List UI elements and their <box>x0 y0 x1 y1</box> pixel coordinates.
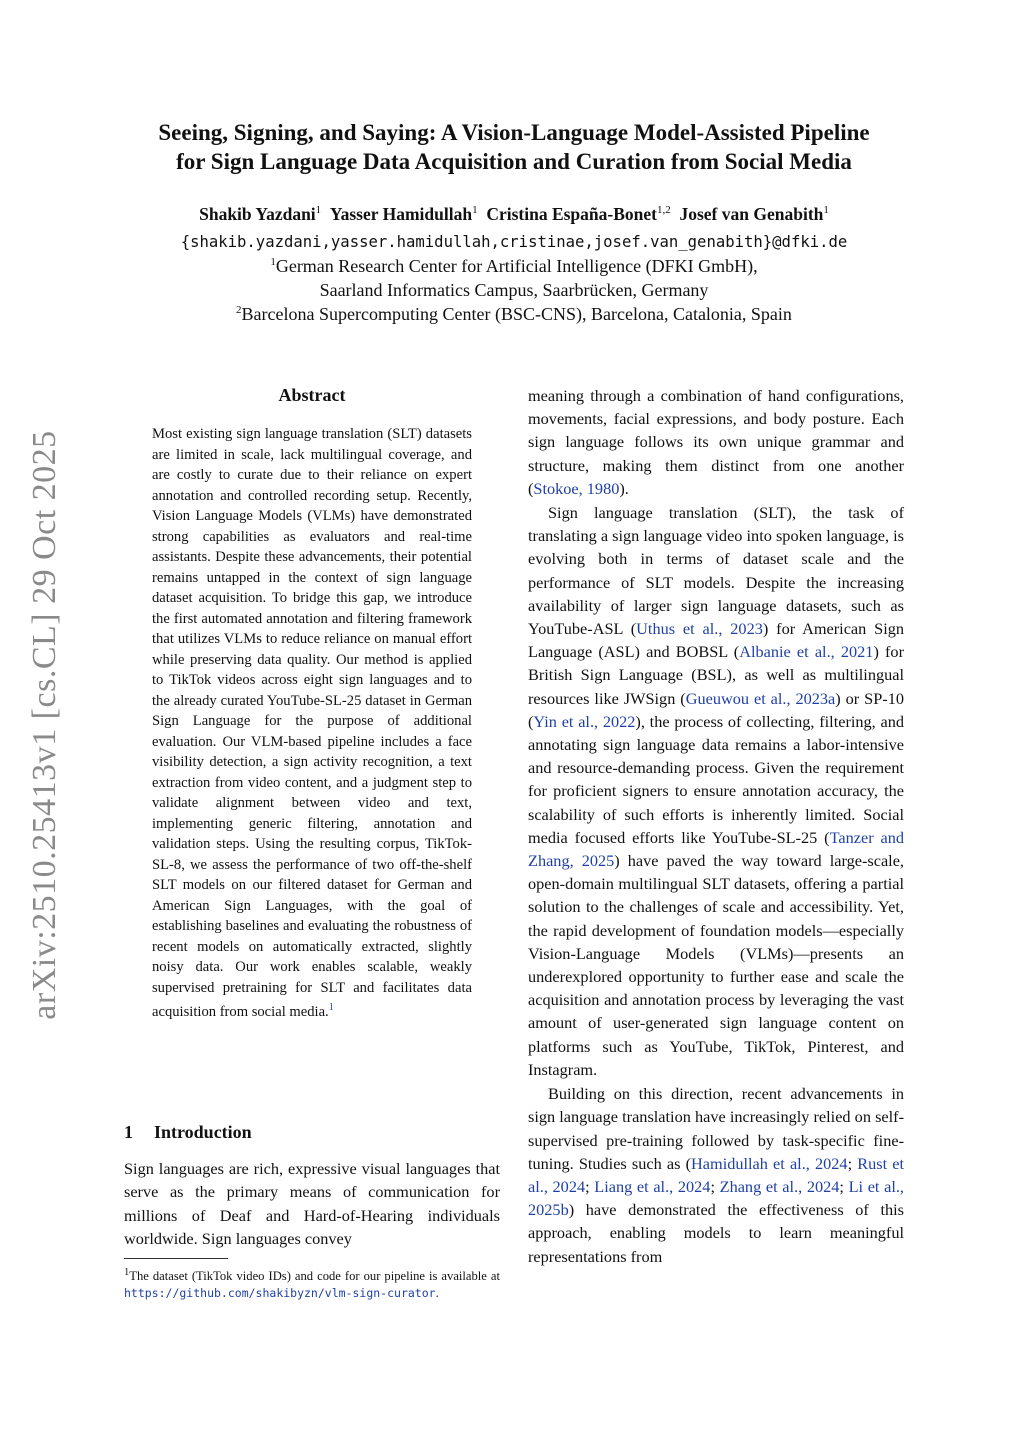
text: ; <box>710 1176 720 1196</box>
citation-link[interactable]: Hamidullah et al., 2024 <box>691 1153 848 1173</box>
citation-link[interactable]: Li et al., 2025b <box>528 1176 904 1220</box>
citation-link[interactable]: Uthus et al., 2023 <box>636 619 763 639</box>
section-title: Introduction <box>154 1122 252 1142</box>
citation-link[interactable]: Stokoe, 1980 <box>533 478 620 498</box>
footnote-text: The dataset (TikTok video IDs) and code for our pipeline is available at <box>129 1269 500 1284</box>
affiliation-1-line-1 <box>100 256 928 277</box>
footnote <box>124 1264 500 1302</box>
text: Building on this direction, recent advancements in sign language translation have increasingly relied on self-supervised pre-training followed by task-specific fine-tuning. Studies such as ( <box>528 1084 904 1173</box>
author-affil-mark: 1,2 <box>656 204 671 217</box>
arxiv-sidebar <box>20 425 70 1025</box>
section-heading <box>124 1122 252 1143</box>
text: ) or SP-10 ( <box>528 688 904 731</box>
affiliation-2 <box>100 304 928 325</box>
author-name: Yasser Hamidullah <box>329 204 473 224</box>
arxiv-identifier: arXiv:2510.25413v1 [cs.CL] 29 Oct 2025 <box>26 430 63 1020</box>
footnote-end: . <box>435 1286 439 1301</box>
citation-link[interactable]: Yin et al., 2022 <box>533 711 636 731</box>
citation-link[interactable]: Liang et al., 2024 <box>594 1176 711 1196</box>
affil-text: German Research Center for Artificial Intelligence (DFKI GmbH), <box>275 256 758 276</box>
abstract-heading: Abstract <box>278 385 346 405</box>
section-number: 1 <box>124 1122 133 1142</box>
text: ) for British Sign Language (BSL), as well as multilingual resources like JWSign ( <box>528 642 904 708</box>
author-list <box>100 204 928 225</box>
abstract-text: Most existing sign language translation (SLT) datasets are limited in scale, lack multilingual coverage, and are costly to curate due to their reliance on expert annotation and controlled recording setup. Recently, Vision Language Models (VLMs) have demonstrated strong capabilities as evaluators and real-time assistants. Despite these advancements, their potential remains untapped in the context of sign language dataset acquisition. To bridge this gap, we introduce the first automated annotation and filtering framework that utilizes VLMs to reduce reliance on manual effort while preserving data quality. Our method is applied to TikTok videos across eight sign languages and to the already curated YouTube-SL-25 dataset in German Sign Language for the purpose of additional evaluation. Our VLM-based pipeline includes a face visibility detection, a sign activity recognition, a text extraction from video content, and a judgment step to validate alignment between video and text, implementing generic filtering, annotation and validation steps. Using the resulting corpus, TikTok-SL-8, we assess the performance of two off-the-shelf SLT models on our filtered dataset for German and American Sign Languages, with the goal of establishing baselines and evaluating the robustness of recent models on automatically extracted, slightly noisy data. Our work enables scalable, weakly supervised pretraining for SLT and facilitates data acquisition from social media. <box>152 426 472 1020</box>
footnote-rule <box>124 1258 228 1259</box>
text: ) for American Sign Language (ASL) and BOBSL ( <box>528 619 905 662</box>
text: ) have demonstrated the effectiveness of this approach, enabling models to learn meaningful representations from <box>528 1200 904 1266</box>
affil-text: Barcelona Supercomputing Center (BSC-CNS), Barcelona, Catalonia, Spain <box>241 304 792 324</box>
paper-title <box>100 118 928 176</box>
citation-link[interactable]: Albanie et al., 2021 <box>739 642 874 662</box>
citation-link[interactable]: Gueuwou et al., 2023a <box>685 688 836 708</box>
author-affil-mark: 1 <box>823 204 829 217</box>
text: ; <box>585 1176 595 1196</box>
author-name: Josef van Genabith <box>679 204 824 224</box>
intro-paragraph: Sign languages are rich, expressive visual languages that serve as the primary means of communication for millions of Deaf and Hard-of-Hearing individuals worldwide. Sign languages convey <box>124 1159 500 1249</box>
paragraph <box>528 501 904 1081</box>
paragraph <box>528 1082 904 1268</box>
citation-link[interactable]: Tanzer and Zhang, 2025 <box>528 827 904 871</box>
title-line-2: for Sign Language Data Acquisition and Curation from Social Media <box>176 149 852 174</box>
repository-link[interactable]: https://github.com/shakibyzn/vlm-sign-curator <box>124 1286 436 1301</box>
citation-link[interactable]: Zhang et al., 2024 <box>719 1176 840 1196</box>
text: meaning through a combination of hand configurations, movements, facial expressions, and body posture. Each sign language follows its own unique grammar and structure, making them distinct from one another ( <box>528 386 904 498</box>
author-emails: {shakib.yazdani,yasser.hamidullah,cristinae,josef.van_genabith}@dfki.de <box>180 233 848 251</box>
author-affil-mark: 1 <box>472 204 478 217</box>
citation-link[interactable]: Rust et al., 2024 <box>528 1153 904 1196</box>
footnote-link[interactable]: 1 <box>328 1002 334 1013</box>
text: ; <box>839 1176 849 1196</box>
author-affil-mark: 1 <box>315 204 322 217</box>
author-name: Shakib Yazdani <box>199 204 316 224</box>
right-column <box>528 384 904 1268</box>
title-line-1: Seeing, Signing, and Saying: A Vision-Language Model-Assisted Pipeline <box>158 120 870 145</box>
text: ), the process of collecting, filtering, and annotating sign language data remains a labor-intensive and resource-demanding process. Given the requirement for proficient signers to ensure annotation accuracy, the scalability of such efforts is inherently limited. Social media focused efforts like YouTube-SL-25 ( <box>528 711 905 847</box>
text: ) have paved the way toward large-scale, open-domain multilingual SLT datasets, offering a partial solution to the challenges of scale and accessibility. Yet, the rapid development of foundation models—especially Vision-Language Models (VLMs)—presents an underexplored opportunity to further ease and scale the acquisition and annotation process by leveraging the vast amount of user-generated sign language content on platforms such as YouTube, TikTok, Pinterest, and Instagram. <box>528 851 904 1079</box>
affil-mark: 2 <box>236 304 242 316</box>
text: ; <box>847 1153 858 1173</box>
abstract-body <box>152 424 472 1022</box>
paragraph <box>528 384 904 500</box>
footnote-mark: 1 <box>124 1267 130 1278</box>
affiliation-1-line-2: Saarland Informatics Campus, Saarbrücken, Germany <box>319 280 709 300</box>
text: ). <box>619 478 629 498</box>
text: Sign language translation (SLT), the task of translating a sign language video into spoken language, is evolving both in terms of dataset scale and the performance of SLT models. Despite the increasing availability of larger sign language datasets, such as YouTube-ASL ( <box>528 503 904 639</box>
author-name: Cristina España-Bonet <box>486 204 657 224</box>
affil-mark: 1 <box>270 256 276 268</box>
